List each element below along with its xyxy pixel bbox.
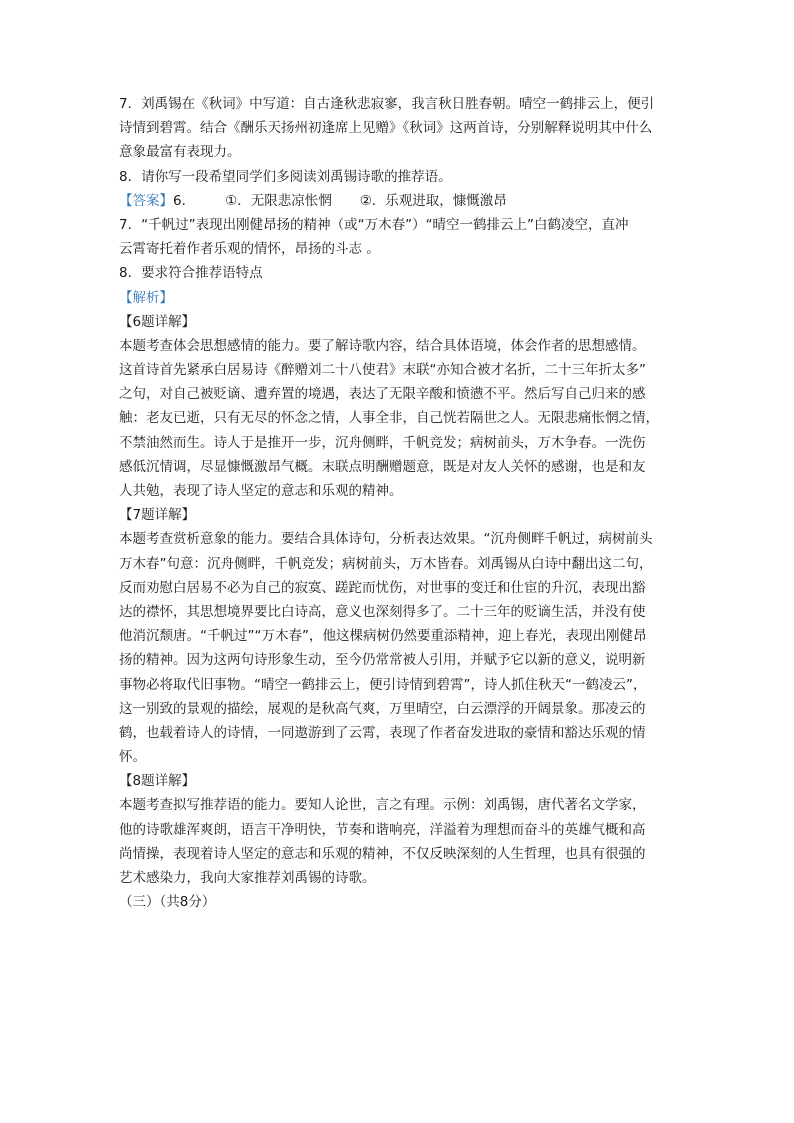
detail-6-line: 触：老友已逝，只有无尽的怀念之情，人事全非，自己恍若隔世之人。无限悲痛怅惘之情， [119,410,659,427]
detail-7-line: 反而劝慰白居易不必为自己的寂寞、蹉跎而忧伤，对世事的变迁和仕宦的升沉，表现出豁 [119,579,646,596]
question-7-line: 诗情到碧霄。结合《酬乐天扬州初逢席上见赠》《秋词》这两首诗，分别解释说明其中什么 [119,120,653,137]
detail-6-line: 感低沉情调，尽显慷慨激昂气概。末联点明酬赠题意，既是对友人关怀的感谢，也是和友 [119,458,646,475]
detail-8-heading: 【8题详解】 [119,773,196,790]
answer-q8: 8．要求符合推荐语特点 [119,265,263,282]
detail-7-line: 鹤，也载着诗人的诗情，一同遨游到了云霄，表现了作者奋发进取的豪情和豁达乐观的情 [119,724,646,741]
detail-6-heading: 【6题详解】 [119,313,196,330]
detail-8-line: 他的诗歌雄浑爽朗，语言干净明快，节奏和谐响亮，洋溢着为理想而奋斗的英雄气概和高 [119,821,646,838]
detail-7-line: 怀。 [119,749,146,766]
question-7-line: 意象最富有表现力。 [119,144,241,161]
analysis-tag: 【解析】 [119,289,173,306]
detail-8-line: 艺术感染力，我向大家推荐刘禹锡的诗歌。 [119,870,376,886]
detail-7-line: 本题考查赏析意象的能力。要结合具体诗句，分析表达效果。“沉舟侧畔千帆过，病树前头 [119,531,653,548]
detail-6-line: 之句，对自己被贬谪、遭弃置的境遇，表达了无限辛酸和愤懑不平。然后写自己归来的感 [119,386,646,403]
answer-line [119,189,679,213]
detail-7-line: 事物必将取代旧事物。“晴空一鹤排云上，便引诗情到碧霄”，诗人抓住秋天“一鹤凌云”， [119,676,647,693]
detail-7-line: 这一别致的景观的描绘，展观的是秋高气爽，万里晴空，白云漂浮的开阔景象。那凌云的 [119,700,646,717]
question-7-line: 7．刘禹锡在《秋词》中写道：自古逢秋悲寂寥，我言秋日胜春朝。晴空一鹤排云上，便引 [119,96,655,112]
question-8: 8．请你写一段希望同学们多阅读刘禹锡诗歌的推荐语。 [119,168,452,185]
detail-7-line: 扬的精神。因为这两句诗形象生动，至今仍常常被人引用，并赋予它以新的意义，说明新 [119,652,646,669]
answer-q7-line: 云霄寄托着作者乐观的情怀，昂扬的斗志 。 [119,241,380,258]
detail-8-line: 本题考查拟写推荐语的能力。要知人论世，言之有理。示例：刘禹锡，唐代著名文学家， [119,797,646,814]
detail-7-line: 达的襟怀，其思想境界要比白诗高，意义也深刻得多了。二十三年的贬谪生活，并没有使 [119,603,646,620]
answer-tag: 【答案】 [119,192,173,209]
detail-6-line: 不禁油然而生。诗人于是推开一步，沉舟侧畔，千帆竞发；病树前头，万木争春。一洗伤 [119,434,646,451]
detail-7-heading: 【7题详解】 [119,507,196,524]
detail-7-line: 他消沉颓唐。“千帆过”“万木春”，他这棵病树仍然要重添精神，迎上春光，表现出刚健昂 [119,628,647,645]
detail-6-line: 这首诗首先紧承白居易诗《醉赠刘二十八使君》末联“亦知合被才名折，二十三年折太多” [119,362,646,379]
detail-6-line: 人共勉，表现了诗人坚定的意志和乐观的精神。 [119,483,403,499]
answer-q7-line: 7．“千帆过”表现出刚健昂扬的精神（或“万木春”）“晴空一鹤排云上”白鹤凌空，直冲 [119,216,629,233]
answer-q6-option-1: ①．无限悲凉怅惘 [225,192,332,209]
answer-q6-option-2: ②．乐观进取，慷慨激昂 [359,192,507,209]
detail-6-line: 本题考查体会思想感情的能力。要了解诗歌内容，结合具体语境，体会作者的思想感情。 [119,337,646,354]
document-page [119,92,679,914]
answer-q6-number: 6． [173,192,196,209]
section-3-heading: （三）（共8分） [119,894,216,911]
detail-7-line: 万木春”句意：沉舟侧畔，千帆竞发；病树前头，万木皆春。刘禹锡从白诗中翻出这二句， [119,555,653,572]
detail-8-line: 尚情操，表现着诗人坚定的意志和乐观的精神，不仅反映深刻的人生哲理，也具有很强的 [119,845,646,862]
